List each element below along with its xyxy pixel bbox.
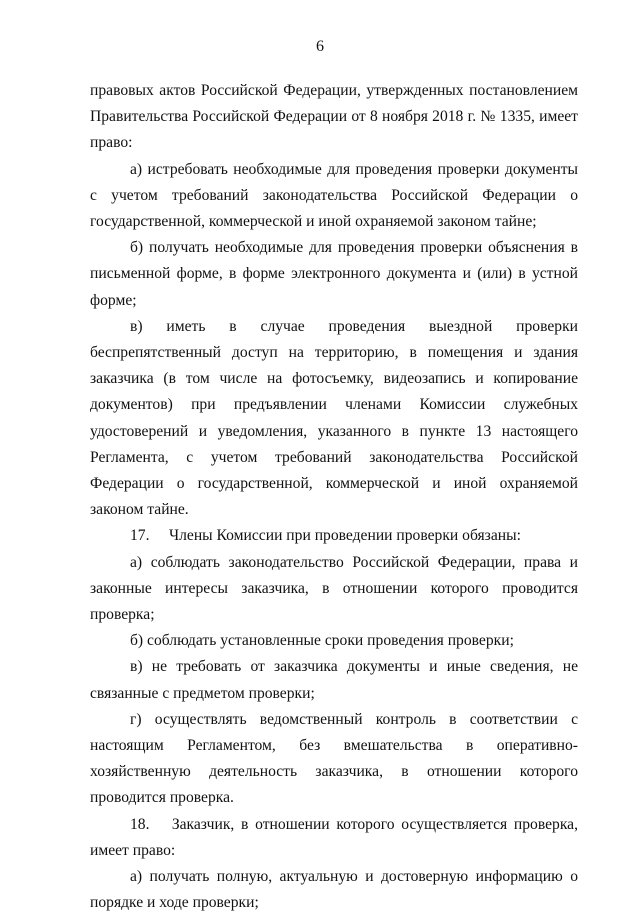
- paragraph-18-a: а) получать полную, актуальную и достоверную информацию о порядке и ходе проверки;: [90, 868, 578, 912]
- document-body: [90, 78, 578, 917]
- paragraph-item-v: в) иметь в случае проведения выездной проверки беспрепятственный доступ на территорию, в помещения и здания заказчика (в том числе на фотосъемку, видеозапись и копирование документов) при предъявлении членами Комиссии служебных удостоверений и уведомления, указанного в пункте 13 настоящего Регламента, с учетом требований законодательства Российской Федерации о государственной, коммерческой и иной охраняемой законом тайне.: [90, 317, 578, 519]
- paragraph-17-g: г) осуществлять ведомственный контроль в соответствии с настоящим Регламентом, без вмешательства в оперативно-хозяйственную деятельность заказчика, в отношении которого проводится проверка.: [90, 710, 578, 807]
- paragraph-continuation: правовых актов Российской Федерации, утвержденных постановлением Правительства Российской Федерации от 8 ноября 2018 г. № 1335, имеет право:: [90, 82, 578, 152]
- paragraph-17-v: в) не требовать от заказчика документы и иные сведения, не связанные с предметом проверки;: [90, 658, 578, 702]
- paragraph-18: 18. Заказчик, в отношении которого осуществляется проверка, имеет право:: [90, 815, 578, 859]
- paragraph-item-b: б) получать необходимые для проведения проверки объяснения в письменной форме, в форме электронного документа и (или) в устной форме;: [90, 239, 578, 309]
- page-number: 6: [316, 38, 324, 55]
- paragraph-17-a: а) соблюдать законодательство Российской Федерации, права и законные интересы заказчика, в отношении которого проводится проверка;: [90, 553, 578, 624]
- paragraph-item-a: а) истребовать необходимые для проведения проверки документы с учетом требований законодательства Российской Федерации о государственной, коммерческой и иной охраняемой законом тайне;: [90, 160, 578, 231]
- paragraph-17-b: б) соблюдать установленные сроки проведения проверки;: [130, 632, 514, 650]
- paragraph-17: 17. Члены Комиссии при проведении проверки обязаны:: [130, 527, 521, 545]
